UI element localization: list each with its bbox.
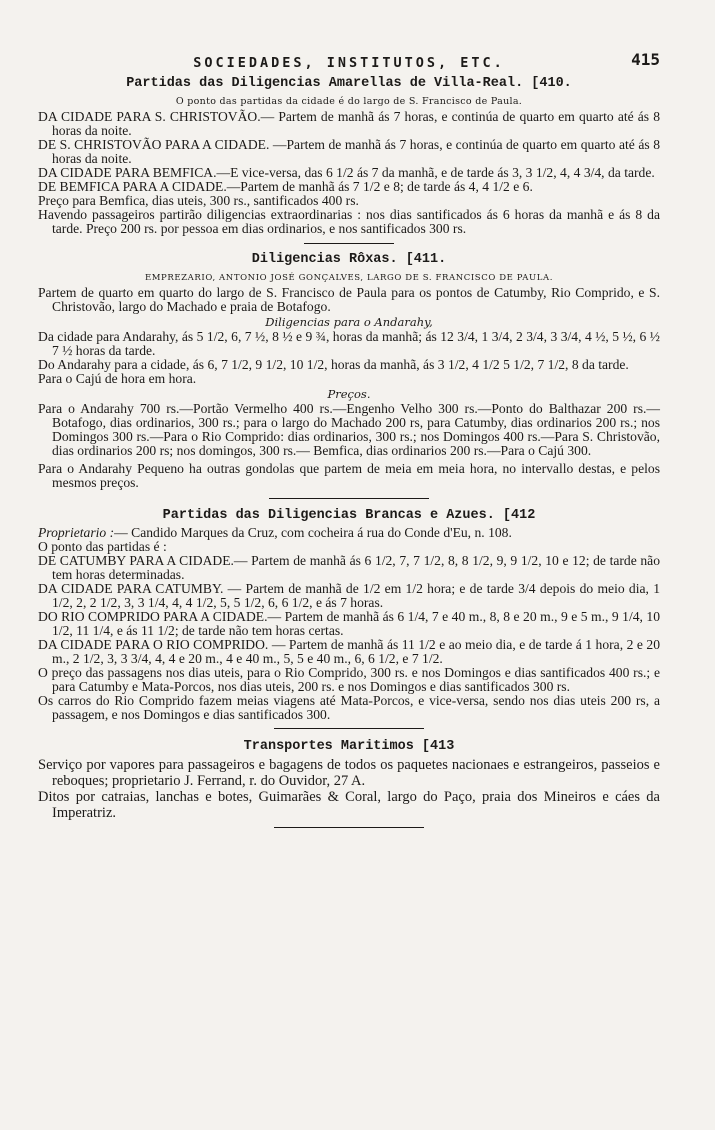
proprietor-label: Proprietario :: [38, 525, 115, 540]
section-intro: Partem de quarto em quarto do largo de S. Francisco de Paula para os pontos de Catumby, Rio Comprido, e S. Christovão, largo do Machado e praia de Botafogo.: [38, 285, 660, 314]
prices-label: Preços.: [327, 387, 371, 401]
schedule-entry: DA CIDADE PARA O RIO COMPRIDO. — Partem de manhã ás 11 1/2 e ao meio dia, e de tarde á 1 hora, 2 e 20 m., 2 1/2, 3, 3 3/4, 4, 4 e 20 m., 4 e 40 m., 5, 5 e 40 m., 6, 6 1/2, e 7 1/2.: [38, 637, 660, 666]
section-subheading: EMPREZARIO, ANTONIO JOSÉ GONÇALVES, LARGO DE S. FRANCISCO DE PAULA.: [144, 273, 554, 283]
section-subheading: O ponto das partidas da cidade é do largo de S. Francisco de Paula.: [175, 96, 523, 107]
section-divider: [304, 243, 394, 244]
running-title: SOCIEDADES, INSTITUTOS, ETC.: [193, 55, 505, 71]
price-entry: O preço das passagens nos dias uteis, para o Rio Comprido, 300 rs. e nos Domingos e dias santificados 400 rs.; e para Catumby e Mata-Porcos, nos dias uteis, 200 rs. e nos Domingos e dias santificados 300 rs.: [38, 665, 660, 694]
schedule-entry: DE S. CHRISTOVÃO PARA A CIDADE. —Partem de manhã ás 7 horas, e continúa de quarto em quarto até ás 8 horas da noite.: [38, 137, 660, 166]
section-heading: Partidas das Diligencias Brancas e Azues. [412: [162, 508, 536, 523]
price-entry: Para o Andarahy 700 rs.—Portão Vermelho 400 rs.—Engenho Velho 300 rs.—Ponto do Balthazar 200 rs.—Botafogo, dias ordinarios, 300 rs.; para o largo do Machado 200 rs, para Catumby, dias ordinarios 200 rs.; nos Domingos 300 rs.—Para o Rio Comprido: dias ordinarios, 300 rs.; nos Domingos 400 rs.—Para S. Christovão, dias ordinarios 200 rs; nos domingos, 300 rs.— Bemfica, dias ordinarios 200 rs.—Para o Cajú 300.: [38, 401, 660, 458]
section-412: [38, 506, 660, 722]
schedule-entry: Do Andarahy para a cidade, ás 6, 7 1/2, 9 1/2, 10 1/2, horas da manhã, ás 3 1/2, 4 1/2 5 1/2, 7 1/2, 8 da tarde.: [38, 357, 629, 372]
schedule-entry: DA CIDADE PARA BEMFICA.—E vice-versa, das 6 1/2 ás 7 da manhã, e de tarde ás 3, 3 1/2, 4, 4 3/4, da tarde.: [38, 165, 655, 180]
schedule-entry: DE BEMFICA PARA A CIDADE.—Partem de manhã ás 7 1/2 e 8; de tarde ás 4, 4 1/2 e 6.: [38, 179, 533, 194]
running-header: [38, 52, 660, 74]
schedule-entry: DA CIDADE PARA CATUMBY. — Partem de manhã de 1/2 em 1/2 hora; e de tarde 3/4 depois do meio dia, 1 1/2, 2, 2 1/2, 3, 3 1/4, 4, 4 1/2, 5, 5 1/2, 6, 6 1/2, e ás 7 horas.: [38, 581, 660, 610]
section-heading: Diligencias Rôxas. [411.: [251, 252, 447, 267]
schedule-entry: DA CIDADE PARA S. CHRISTOVÃO.— Partem de manhã ás 7 horas, e continúa de quarto em quarto até ás 8 horas da noite.: [38, 109, 660, 138]
schedule-entry: Para o Cajú de hora em hora.: [38, 371, 197, 386]
section-410: [38, 74, 660, 236]
schedule-entry: Os carros do Rio Comprido fazem meias viagens até Mata-Porcos, e vice-versa, sendo nos dias uteis 200 rs, a passagem, e nos Domingos e dias santificados 300.: [38, 693, 660, 722]
service-entry: Serviço por vapores para passageiros e bagagens de todos os paquetes nacionaes e estrangeiros, passeios e reboques; proprietario J. Ferrand, r. do Ouvidor, 27 A.: [38, 757, 660, 789]
price-entry: Para o Andarahy Pequeno ha outras gondolas que partem de meia em meia hora, no intervallo destas, e pelos mesmos preços.: [38, 461, 660, 490]
schedule-entry: DO RIO COMPRIDO PARA A CIDADE.— Partem de manhã ás 6 1/4, 7 e 40 m., 8, 8 e 20 m., 9 e 5 m., 9 1/4, 10 1/2, 11 1/4, e ás 11 1/2; de tarde não tem horas certas.: [38, 609, 660, 638]
proprietor-text: — Candido Marques da Cruz, com cocheira á rua do Conde d'Eu, n. 108.: [114, 525, 512, 540]
section-divider: [269, 498, 429, 499]
section-heading: Transportes Maritimos [413: [243, 739, 455, 754]
service-entry: Ditos por catraias, lanchas e botes, Guimarães & Coral, largo do Paço, praia dos Mineiros e cáes da Imperatriz.: [38, 789, 660, 821]
section-heading: Partidas das Diligencias Amarellas de Villa-Real. [410.: [126, 76, 572, 91]
price-entry: Preço para Bemfica, dias uteis, 300 rs., santificados 400 rs.: [38, 193, 359, 208]
schedule-entry: Havendo passageiros partirão diligencias extraordinarias : nos dias santificados ás 6 horas da manhã e ás 8 da tarde. Preço 200 rs. por pessoa em dias ordinarios, e nos santificados 300 rs.: [38, 207, 660, 236]
section-413: [38, 737, 660, 821]
page-number: 415: [631, 50, 660, 69]
schedule-entry: DE CATUMBY PARA A CIDADE.— Partem de manhã ás 6 1/2, 7, 7 1/2, 8, 8 1/2, 9, 9 1/2, 10 e 12; de tarde não tem horas determinadas.: [38, 553, 660, 582]
closing-rule: [274, 827, 424, 828]
proprietor-line: [38, 526, 660, 540]
section-411: [38, 250, 660, 490]
italic-label: Diligencias para o Andarahy,: [265, 315, 433, 329]
schedule-entry: Da cidade para Andarahy, ás 5 1/2, 6, 7 ½, 8 ½ e 9 ¾, horas da manhã; ás 12 3/4, 1 3/4, 2 3/4, 3 3/4, 4 ½, 5 ½, 6 ½ 7 ½ horas da tarde.: [38, 329, 660, 358]
document-page: [38, 52, 660, 836]
schedule-entry: O ponto das partidas é :: [38, 539, 167, 554]
section-divider: [274, 728, 424, 729]
